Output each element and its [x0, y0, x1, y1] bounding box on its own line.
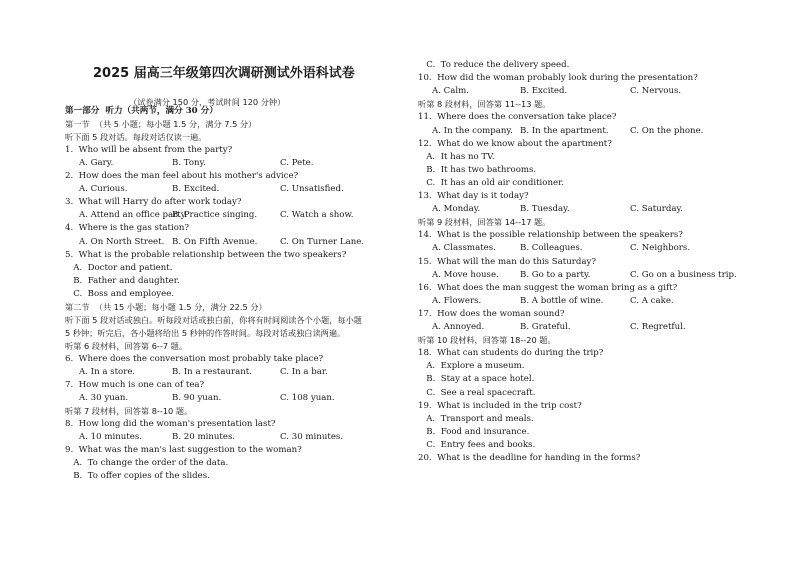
option-a: A. 30 yuan.: [79, 393, 129, 404]
option-b: B. Colleagues.: [520, 243, 583, 254]
option-a: A. Calm.: [432, 86, 469, 97]
option-line: C. To reduce the delivery speed.: [418, 60, 570, 70]
option-row: [65, 393, 410, 404]
option-a: A. Move house.: [432, 269, 499, 280]
instruction: 5 秒钟；听完后，各小题将给出 5 秒钟的作答时间。每段对话或独白读两遍。: [65, 327, 346, 338]
option-a: A. 10 minutes.: [79, 432, 142, 443]
instruction: 听第 10 段材料，回答第 18--20 题。: [418, 335, 556, 346]
option-a: A. Attend an office party.: [79, 210, 188, 221]
option-a: A. Monday.: [432, 204, 481, 215]
question: 19. What is included in the trip cost?: [418, 400, 582, 411]
option-a: A. Flowers.: [432, 295, 482, 306]
question: 2. How does the man feel about his mother's advice?: [65, 171, 299, 182]
option-c: C. Pete.: [280, 158, 314, 169]
question: 3. What will Harry do after work today?: [65, 197, 242, 208]
question: 14. What is the possible relationship between the speakers?: [418, 230, 683, 241]
question: 11. Where does the conversation take place?: [418, 112, 617, 123]
option-row: [65, 210, 410, 221]
option-a: A. On North Street.: [79, 236, 165, 247]
option-b: B. A bottle of wine.: [520, 295, 604, 306]
option-row: [65, 237, 410, 248]
question: 18. What can students do during the trip?: [418, 348, 604, 359]
option-a: A. Annoyed.: [432, 322, 485, 332]
option-line: C. It has an old air conditioner.: [418, 177, 564, 188]
option-c: C. Regretful.: [630, 322, 686, 332]
option-line: A. Doctor and patient.: [65, 262, 173, 273]
exam-title: 2025 届高三年级第四次调研测试外语科试卷: [93, 66, 355, 81]
question: 5. What is the probable relationship between the two speakers?: [65, 249, 347, 260]
question: 1. Who will be absent from the party?: [65, 145, 233, 156]
instruction: 听下面 5 段对话。每段对话仅读一遍。: [65, 132, 207, 143]
question: 6. Where does the conversation most probably take place?: [65, 353, 324, 364]
option-c: C. 108 yuan.: [280, 393, 335, 404]
option-c: C. Unsatisfied.: [280, 184, 344, 195]
option-row: [418, 204, 768, 215]
option-b: B. On Fifth Avenue.: [172, 236, 258, 247]
option-row: [418, 243, 768, 254]
section-heading: 第一部分 听力（共两节，满分 30 分）: [65, 106, 218, 116]
option-a: A. Curious.: [79, 184, 128, 195]
option-line: A. Transport and meals.: [418, 413, 534, 424]
option-a: A. Classmates.: [432, 243, 496, 254]
option-c: C. On Turner Lane.: [280, 236, 365, 247]
option-c: C. Nervous.: [630, 86, 682, 97]
option-line: B. It has two bathrooms.: [418, 164, 537, 175]
question: 8. How long did the woman's presentation last?: [65, 419, 276, 430]
instruction: 第二节 （共 15 小题；每小题 1.5 分，满分 22.5 分）: [65, 301, 267, 312]
question: 17. How does the woman sound?: [418, 308, 565, 319]
question: 20. What is the deadline for handing in the forms?: [418, 453, 641, 463]
option-row: [65, 158, 410, 169]
option-line: A. To change the order of the data.: [65, 458, 229, 469]
question: 10. How did the woman probably look during the presentation?: [418, 73, 698, 84]
option-row: [418, 86, 768, 97]
question: 13. What day is it today?: [418, 191, 529, 201]
option-c: C. Watch a show.: [280, 210, 354, 221]
option-b: B. Tuesday.: [520, 204, 570, 215]
instruction: 听下面 5 段对话或独白。听每段对话或独白前，你将有时间阅读各个小题，每小题: [65, 314, 362, 325]
option-c: C. Neighbors.: [630, 243, 691, 254]
option-line: B. Stay at a space hotel.: [418, 374, 535, 385]
option-line: C. Boss and employee.: [65, 288, 175, 299]
exam-info: （试卷满分 150 分，考试时间 120 分钟）: [129, 97, 286, 107]
instruction: 第一节 （共 5 小题；每小题 1.5 分，满分 7.5 分）: [65, 119, 257, 130]
option-c: C. 30 minutes.: [280, 432, 344, 443]
option-a: A. In the company.: [432, 125, 513, 136]
option-row: [65, 184, 410, 195]
option-line: C. Entry fees and books.: [418, 439, 536, 450]
option-b: B. 20 minutes.: [172, 432, 236, 443]
option-b: B. In a restaurant.: [172, 367, 252, 377]
question: 12. What do we know about the apartment?: [418, 138, 612, 149]
option-line: A. Explore a museum.: [418, 361, 525, 372]
option-b: B. Go to a party.: [520, 269, 591, 280]
option-line: A. It has no TV.: [418, 151, 495, 162]
option-b: B. In the apartment.: [520, 125, 609, 136]
option-b: B. Grateful.: [520, 322, 571, 332]
question: 4. Where is the gas station?: [65, 223, 190, 234]
option-row: [418, 322, 768, 333]
instruction: 听第 6 段材料，回答第 6--7 题。: [65, 340, 188, 351]
option-b: B. Excited.: [172, 184, 220, 195]
option-c: C. Go on a business trip.: [630, 269, 737, 280]
option-b: B. Tony.: [172, 158, 206, 169]
question: 9. What was the man's last suggestion to the woman?: [65, 445, 302, 456]
option-row: [65, 367, 410, 378]
option-a: A. Gary.: [79, 158, 114, 169]
option-c: C. Saturday.: [630, 204, 683, 215]
option-c: C. In a bar.: [280, 367, 328, 377]
option-row: [418, 296, 768, 307]
option-b: B. 90 yuan.: [172, 393, 222, 404]
option-line: B. Food and insurance.: [418, 426, 530, 437]
instruction: 听第 7 段材料，回答第 8--10 题。: [65, 406, 193, 417]
question: 7. How much is one can of tea?: [65, 380, 205, 391]
option-row: [418, 126, 768, 137]
option-b: B. Practice singing.: [172, 210, 258, 221]
option-line: B. To offer copies of the slides.: [65, 471, 210, 482]
question: 16. What does the man suggest the woman bring as a gift?: [418, 282, 678, 293]
option-b: B. Excited.: [520, 86, 568, 97]
instruction: 听第 8 段材料，回答第 11--13 题。: [418, 99, 551, 110]
option-line: B. Father and daughter.: [65, 275, 180, 286]
option-line: C. See a real spacecraft.: [418, 387, 536, 398]
option-a: A. In a store.: [79, 367, 136, 377]
option-row: [418, 270, 768, 281]
option-c: C. A cake.: [630, 295, 674, 306]
option-row: [65, 432, 410, 443]
instruction: 听第 9 段材料，回答第 14--17 题。: [418, 217, 551, 228]
option-c: C. On the phone.: [630, 125, 704, 136]
question: 15. What will the man do this Saturday?: [418, 256, 596, 267]
